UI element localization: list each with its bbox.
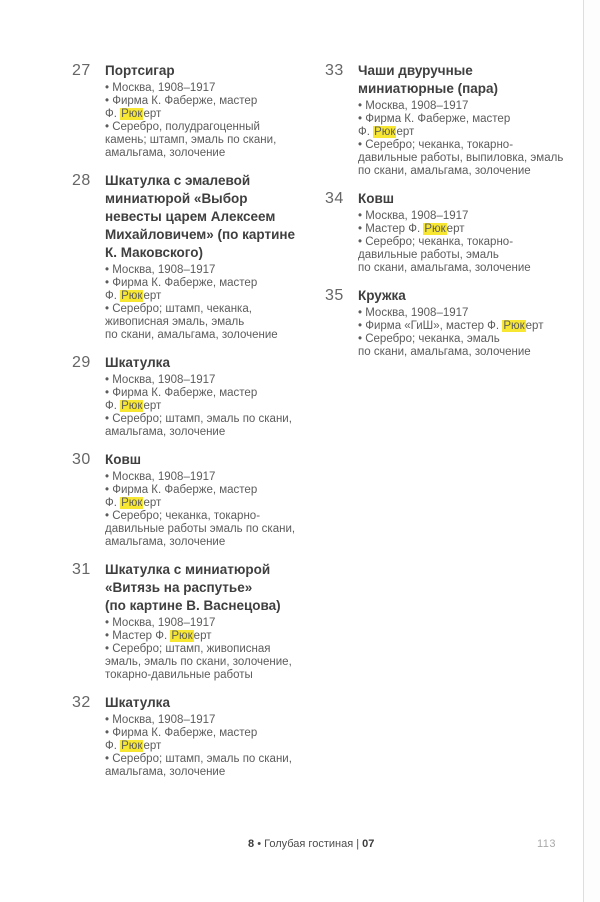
item-detail-line (105, 329, 307, 342)
detail-text: • Серебро; штамп, живописная (105, 643, 271, 655)
item-detail-line (105, 400, 307, 413)
detail-text: Ф. (105, 290, 121, 302)
item-title (358, 287, 570, 305)
search-highlight: Рюк (121, 400, 143, 412)
detail-text: камень; штамп, эмаль по скани, (105, 134, 277, 146)
detail-text: • Москва, 1908–1917 (105, 264, 216, 276)
item-number: 30 (72, 451, 91, 468)
item-details (105, 264, 307, 342)
item-detail-line (105, 316, 307, 329)
item-details (358, 307, 570, 359)
item-detail-line (105, 510, 307, 523)
detail-text: • Москва, 1908–1917 (358, 210, 469, 222)
detail-text: • Москва, 1908–1917 (358, 307, 469, 319)
page-number: 113 (537, 838, 557, 850)
item-number: 29 (72, 354, 91, 371)
item-details (358, 100, 570, 178)
item-detail-line (358, 236, 570, 249)
detail-text: давильные работы, эмаль (358, 249, 499, 261)
search-highlight: Рюк (374, 126, 396, 138)
item-detail-line (105, 147, 307, 160)
detail-text: • Фирма К. Фаберже, мастер (105, 484, 258, 496)
item-detail-line (358, 307, 570, 320)
item-number: 33 (325, 62, 344, 79)
item-detail-line (358, 346, 570, 359)
item-detail-line (105, 413, 307, 426)
item-detail-line (105, 471, 307, 484)
search-highlight: Рюк (121, 108, 143, 120)
item-detail-line (105, 387, 307, 400)
item-title (105, 62, 307, 80)
item-detail-line (105, 108, 307, 121)
item-detail-line (105, 134, 307, 147)
item-title (105, 354, 307, 372)
detail-text: • Фирма К. Фаберже, мастер (358, 113, 511, 125)
item-title (105, 561, 307, 615)
item-title (105, 451, 307, 469)
item-detail-line (105, 669, 307, 682)
detail-text: • Серебро, полудрагоценный (105, 121, 260, 133)
page-gutter (584, 0, 600, 902)
item-title-line: «Витязь на распутье» (105, 580, 253, 595)
item-number: 31 (72, 561, 91, 578)
item-title-line: Шкатулка с миниатюрой (105, 562, 271, 577)
item-detail-line (105, 497, 307, 510)
item-title-line: Шкатулка с эмалевой (105, 173, 251, 188)
item-detail-line (358, 139, 570, 152)
item-detail-line (358, 249, 570, 262)
item-title-line: Портсигар (105, 63, 175, 78)
item-detail-line (105, 82, 307, 95)
item-title (105, 694, 307, 712)
detail-text: Ф. (358, 126, 374, 138)
item-title-line: невесты царем Алексеем (105, 209, 276, 224)
page-footer (0, 838, 600, 854)
item-detail-line (105, 264, 307, 277)
item-detail-line (105, 95, 307, 108)
catalog-item (72, 62, 307, 160)
catalog-item (325, 190, 570, 275)
footer-subsection-number: 07 (362, 838, 375, 850)
detail-text: ерт (396, 126, 415, 138)
search-highlight: Рюк (424, 223, 446, 235)
item-title-line: Чаши двуручные (358, 63, 473, 78)
detail-text: • Москва, 1908–1917 (105, 617, 216, 629)
item-detail-line (105, 290, 307, 303)
search-highlight: Рюк (503, 320, 525, 332)
detail-text: • Мастер Ф. (105, 630, 171, 642)
detail-text: давильные работы эмаль по скани, (105, 523, 296, 535)
item-title-line: Ковш (105, 452, 142, 467)
detail-text: токарно-давильные работы (105, 669, 253, 681)
detail-text: давильные работы, выпиловка, эмаль (358, 152, 564, 164)
item-detail-line (105, 714, 307, 727)
detail-text: ерт (193, 630, 212, 642)
item-detail-line (105, 121, 307, 134)
catalog-item (72, 451, 307, 549)
footer-section-label (248, 838, 374, 850)
item-title-line: Шкатулка (105, 355, 170, 370)
item-detail-line (105, 523, 307, 536)
catalog-item (72, 172, 307, 342)
detail-text: • Серебро; штамп, чеканка, (105, 303, 252, 315)
detail-text: • Серебро; чеканка, токарно- (105, 510, 261, 522)
catalog-item (72, 354, 307, 439)
detail-text: • Серебро; чеканка, токарно- (358, 236, 514, 248)
detail-text: • Фирма К. Фаберже, мастер (105, 277, 258, 289)
item-number: 27 (72, 62, 91, 79)
detail-text: • Москва, 1908–1917 (105, 82, 216, 94)
catalog-item (72, 561, 307, 682)
detail-text: амальгама, золочение (105, 426, 226, 438)
detail-text: Ф. (105, 400, 121, 412)
detail-text: • Фирма К. Фаберже, мастер (105, 387, 258, 399)
detail-text: живописная эмаль, эмаль (105, 316, 245, 328)
item-title (105, 172, 307, 262)
item-number: 35 (325, 287, 344, 304)
detail-text: • Москва, 1908–1917 (105, 374, 216, 386)
detail-text: • Москва, 1908–1917 (105, 471, 216, 483)
detail-text: ерт (143, 400, 162, 412)
detail-text: Ф. (105, 740, 121, 752)
search-highlight: Рюк (171, 630, 193, 642)
item-number: 34 (325, 190, 344, 207)
footer-section-title: Голубая гостиная (264, 838, 354, 850)
item-detail-line (105, 617, 307, 630)
item-title-line: миниатюрные (пара) (358, 81, 498, 96)
item-number: 32 (72, 694, 91, 711)
search-highlight: Рюк (121, 290, 143, 302)
detail-text: ерт (143, 740, 162, 752)
detail-text: • Фирма К. Фаберже, мастер (105, 95, 258, 107)
detail-text: по скани, амальгама, золочение (105, 329, 278, 341)
item-detail-line (105, 374, 307, 387)
item-detail-line (105, 643, 307, 656)
item-details (105, 374, 307, 439)
detail-text: ерт (525, 320, 544, 332)
item-title-line: Кружка (358, 288, 406, 303)
detail-text: амальгама, золочение (105, 766, 226, 778)
item-details (105, 471, 307, 549)
item-detail-line (105, 630, 307, 643)
search-highlight: Рюк (121, 497, 143, 509)
detail-text: • Серебро; чеканка, эмаль (358, 333, 500, 345)
detail-text: • Фирма К. Фаберже, мастер (105, 727, 258, 739)
footer-bullet: • (257, 838, 262, 850)
detail-text: ерт (143, 497, 162, 509)
item-detail-line (105, 303, 307, 316)
detail-text: • Серебро; штамп, эмаль по скани, (105, 413, 292, 425)
item-details (358, 210, 570, 275)
detail-text: Ф. (105, 497, 121, 509)
item-title-line: Ковш (358, 191, 395, 206)
item-detail-line (358, 152, 570, 165)
item-details (105, 82, 307, 160)
item-details (105, 714, 307, 779)
catalog-item (325, 287, 570, 359)
catalog-item (325, 62, 570, 178)
item-title-line: миниатюрой «Выбор (105, 191, 248, 206)
item-detail-line (358, 210, 570, 223)
item-detail-line (358, 223, 570, 236)
item-detail-line (105, 277, 307, 290)
item-details (105, 617, 307, 682)
detail-text: • Мастер Ф. (358, 223, 424, 235)
detail-text: • Серебро; чеканка, токарно- (358, 139, 514, 151)
detail-text: по скани, амальгама, золочение (358, 346, 531, 358)
detail-text: ерт (143, 290, 162, 302)
item-detail-line (105, 753, 307, 766)
item-detail-line (105, 727, 307, 740)
item-detail-line (105, 484, 307, 497)
item-title-line: Шкатулка (105, 695, 170, 710)
detail-text: по скани, амальгама, золочение (358, 262, 531, 274)
detail-text: амальгама, золочение (105, 536, 226, 548)
item-detail-line (358, 333, 570, 346)
detail-text: • Серебро; штамп, эмаль по скани, (105, 753, 292, 765)
catalog-column-left (72, 62, 307, 791)
item-detail-line (358, 126, 570, 139)
item-detail-line (358, 165, 570, 178)
detail-text: эмаль, эмаль по скани, золочение, (105, 656, 292, 668)
detail-text: • Москва, 1908–1917 (105, 714, 216, 726)
item-detail-line (358, 262, 570, 275)
detail-text: • Москва, 1908–1917 (358, 100, 469, 112)
item-detail-line (105, 740, 307, 753)
detail-text: ерт (143, 108, 162, 120)
item-detail-line (105, 536, 307, 549)
search-highlight: Рюк (121, 740, 143, 752)
item-number: 28 (72, 172, 91, 189)
item-title-line: К. Маковского) (105, 245, 203, 260)
item-title (358, 62, 570, 98)
item-detail-line (358, 100, 570, 113)
detail-text: ерт (446, 223, 465, 235)
detail-text: • Фирма «ГиШ», мастер Ф. (358, 320, 503, 332)
footer-divider: | (356, 838, 360, 850)
footer-section-number: 8 (248, 838, 255, 850)
item-title-line: (по картине В. Васнецова) (105, 598, 281, 613)
item-title (358, 190, 570, 208)
detail-text: амальгама, золочение (105, 147, 226, 159)
detail-text: по скани, амальгама, золочение (358, 165, 531, 177)
item-title-line: Михайловичем» (по картине (105, 227, 296, 242)
catalog-column-right (325, 62, 570, 371)
catalog-item (72, 694, 307, 779)
item-detail-line (358, 113, 570, 126)
item-detail-line (105, 766, 307, 779)
item-detail-line (358, 320, 570, 333)
item-detail-line (105, 426, 307, 439)
item-detail-line (105, 656, 307, 669)
detail-text: Ф. (105, 108, 121, 120)
